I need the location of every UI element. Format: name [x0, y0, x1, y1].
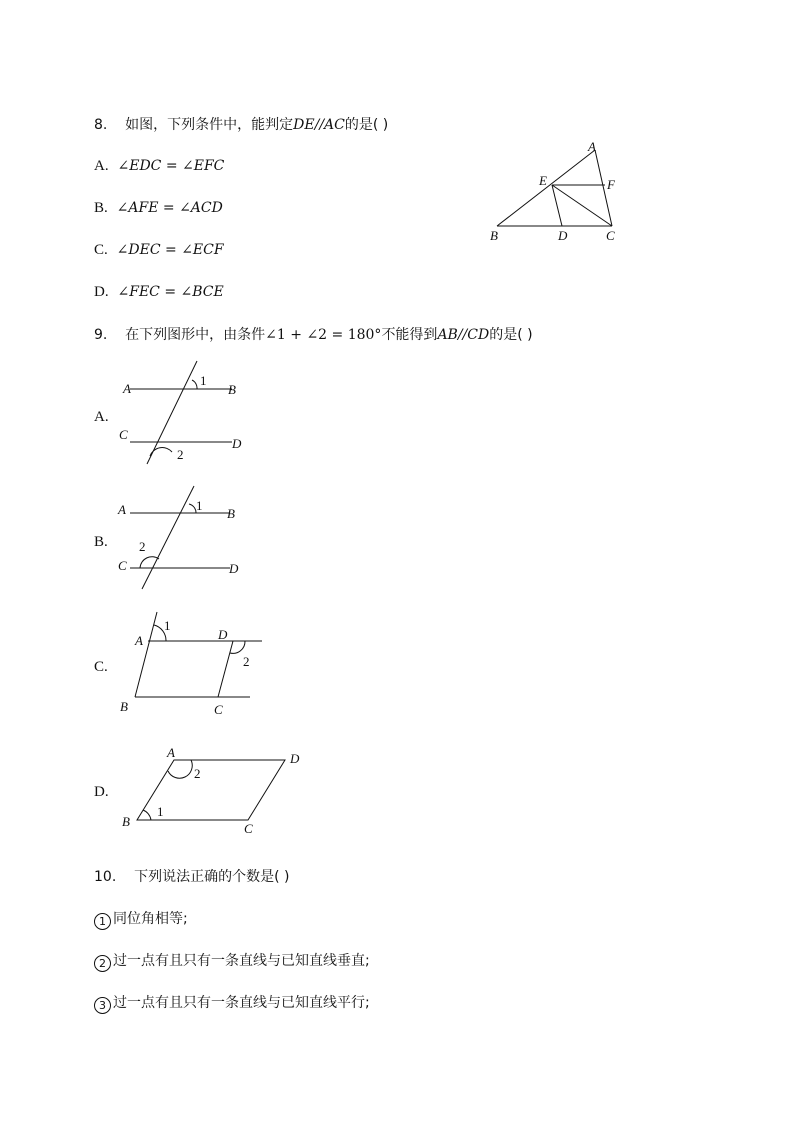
q9c-label-1: 1 — [164, 618, 171, 633]
q10-item-2 — [94, 952, 370, 972]
q9-stem-math: AB//CD — [437, 327, 490, 343]
q8-stem-math: DE//AC — [293, 117, 345, 133]
segment-ba — [497, 150, 595, 226]
q9a-label-b: B — [228, 382, 236, 397]
q8-number: 8. — [94, 117, 108, 133]
q9b-label-d: D — [229, 561, 239, 576]
angle1-arc — [143, 810, 151, 820]
q9-option-b-letter: B. — [94, 534, 108, 550]
q9c-label-2: 2 — [243, 654, 250, 669]
q9b-label-c: C — [118, 558, 127, 573]
circled-number-1: 1 — [94, 913, 111, 930]
q9c-label-a: A — [135, 633, 143, 648]
q8-label-a: A — [588, 139, 596, 154]
q9a-label-a: A — [123, 381, 131, 396]
q9-stem-mid: 不能得到 — [381, 327, 438, 343]
q8-option-c[interactable] — [94, 241, 224, 259]
q8-stem-post: 的是( ) — [344, 117, 389, 133]
q8-option-a-letter: A. — [94, 158, 109, 174]
q8-option-d-math: ∠FEC = ∠BCE — [117, 284, 224, 300]
q9-option-a-letter: A. — [94, 409, 109, 425]
q9-option-d-letter: D. — [94, 784, 109, 800]
q9c-label-b: B — [120, 699, 128, 714]
q10-item-3 — [94, 994, 370, 1014]
q10-item-1 — [94, 910, 188, 930]
q8-stem-pre: 如图，下列条件中，能判定 — [125, 117, 294, 133]
q10-stem — [94, 868, 289, 886]
q9b-label-1: 1 — [196, 498, 203, 513]
q9-option-d[interactable] — [94, 783, 109, 801]
q9-option-c[interactable] — [94, 658, 108, 676]
q9d-label-2: 2 — [194, 766, 201, 781]
q8-triangle-figure — [480, 138, 630, 248]
q8-label-f: F — [607, 177, 615, 192]
q9d-label-a: A — [167, 745, 175, 760]
q10-item-2-text: 过一点有且只有一条直线与已知直线垂直; — [113, 953, 370, 969]
q8-label-b: B — [490, 228, 498, 243]
q8-option-c-letter: C. — [94, 242, 108, 258]
q9-stem-cond: ∠1 + ∠2 = 180° — [265, 327, 382, 343]
q10-stem-text: 下列说法正确的个数是( ) — [134, 869, 290, 885]
q9a-label-1: 1 — [200, 373, 207, 388]
q9-option-b[interactable] — [94, 533, 108, 551]
q8-label-c: C — [606, 228, 615, 243]
q8-option-b-math: ∠AFE = ∠ACD — [116, 200, 223, 216]
angle1-arc — [189, 504, 196, 513]
q8-option-c-math: ∠DEC = ∠ECF — [116, 242, 224, 258]
q9a-label-d: D — [232, 436, 242, 451]
q8-stem — [94, 116, 388, 134]
q9b-label-b: B — [227, 506, 235, 521]
q9-figure-a — [110, 358, 260, 468]
q9d-label-d: D — [290, 751, 300, 766]
q9c-label-d: D — [218, 627, 228, 642]
q9-figure-d — [110, 743, 310, 843]
q9d-label-1: 1 — [157, 804, 164, 819]
q9b-label-2: 2 — [139, 539, 146, 554]
q8-option-a-math: ∠EDC = ∠EFC — [117, 158, 225, 174]
q10-item-1-text: 同位角相等; — [113, 911, 188, 927]
q8-option-d[interactable] — [94, 283, 224, 301]
angle1-arc — [192, 380, 197, 389]
circled-number-2: 2 — [94, 955, 111, 972]
q8-option-b-letter: B. — [94, 200, 108, 216]
q9d-label-c: C — [244, 821, 253, 836]
q9d-label-b: B — [122, 814, 130, 829]
q9-number: 9. — [94, 327, 108, 343]
angle2-arc — [168, 760, 192, 778]
q10-item-3-text: 过一点有且只有一条直线与已知直线平行; — [113, 995, 370, 1011]
q9-figure-c — [110, 608, 270, 718]
q9-stem — [94, 326, 533, 344]
q8-label-e: E — [539, 173, 547, 188]
q10-number: 10. — [94, 869, 117, 885]
angle2-arc — [140, 557, 159, 568]
circled-number-3: 3 — [94, 997, 111, 1014]
q8-label-d: D — [558, 228, 568, 243]
q9c-label-c: C — [214, 702, 223, 717]
q9-option-c-letter: C. — [94, 659, 108, 675]
q9-stem-pre: 在下列图形中，由条件 — [125, 327, 266, 343]
q9-option-a[interactable] — [94, 408, 109, 426]
q8-option-d-letter: D. — [94, 284, 109, 300]
q9b-label-a: A — [118, 502, 126, 517]
q9-stem-post: 的是( ) — [489, 327, 533, 343]
q9a-label-2: 2 — [177, 447, 184, 462]
q9a-label-c: C — [119, 427, 128, 442]
q9-figure-b — [110, 483, 260, 593]
q8-option-b[interactable] — [94, 199, 223, 217]
q8-option-a[interactable] — [94, 157, 224, 175]
